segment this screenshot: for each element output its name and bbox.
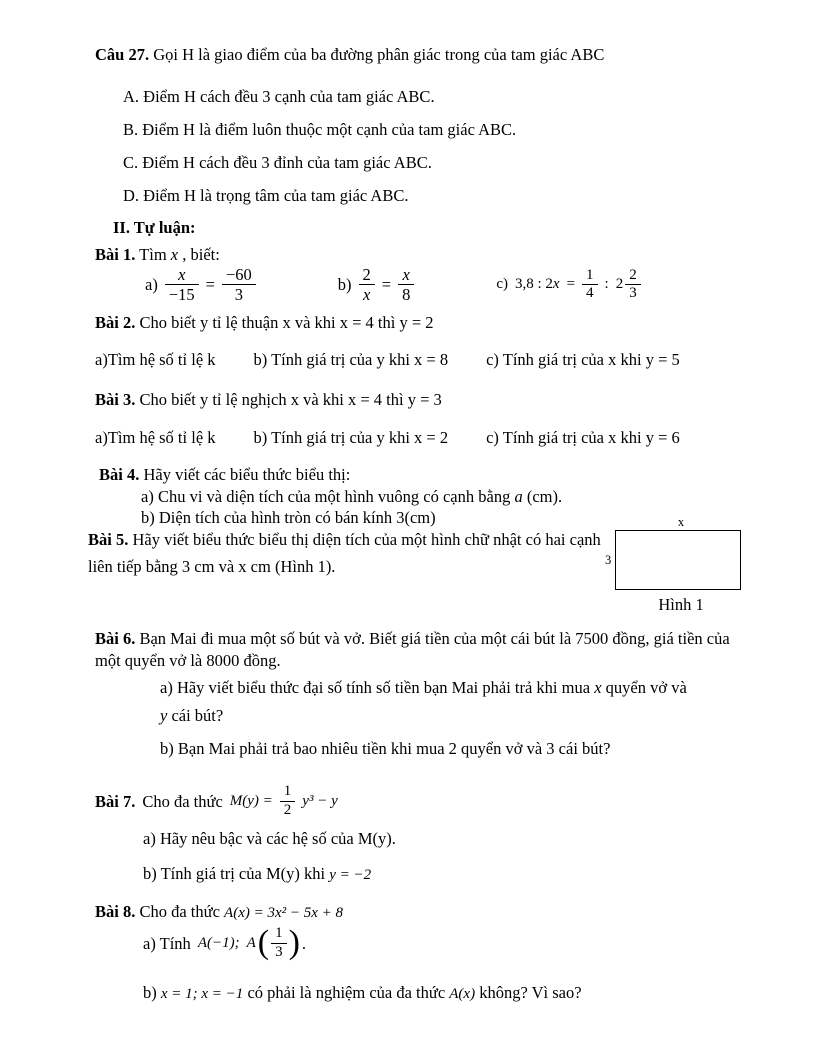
bai1-var-x: x xyxy=(170,245,179,264)
fraction-numerator: −60 xyxy=(222,266,256,285)
bai2-part-b: b) Tính giá trị của y khi x = 8 xyxy=(253,350,449,369)
bai4-part-b: b) Diện tích của hình tròn có bán kính 3(cm) xyxy=(141,508,436,527)
option-c: C. Điểm H cách đều 3 đỉnh của tam giác ABC. xyxy=(123,153,432,172)
bai2-text: Cho biết y tỉ lệ thuận x và khi x = 4 thì y = 2 xyxy=(139,313,434,332)
fraction xyxy=(271,926,287,961)
part-c-expression xyxy=(515,275,560,295)
figure-hinh-1 xyxy=(605,514,745,616)
bai1-part-b xyxy=(338,266,415,304)
figure-caption: Hình 1 xyxy=(658,595,704,615)
bai6-a-var-y: y xyxy=(160,706,168,726)
bai6-heading xyxy=(95,628,735,672)
part-b-label: b) xyxy=(337,275,352,295)
bai3-text: Cho biết y tỉ lệ nghịch x và khi x = 4 thì y = 3 xyxy=(139,390,442,409)
bai6-a-post: cái bút? xyxy=(171,706,224,726)
figure-width-label: x xyxy=(677,515,685,529)
fraction-denominator: 4 xyxy=(586,285,594,302)
bai8-b-poly: A(x) xyxy=(449,986,476,1002)
bai1-part-c xyxy=(496,268,640,303)
bai5-heading xyxy=(88,527,603,580)
question-27 xyxy=(95,44,604,65)
colon-sign: : xyxy=(604,276,609,293)
bai8-part-a xyxy=(143,923,307,961)
bai4-text: Hãy viết các biểu thức biểu thị: xyxy=(143,465,351,484)
bai2-parts-row xyxy=(95,349,680,370)
bai8-b-math: x = 1; x = −1 xyxy=(160,986,244,1002)
part-c-pre: 3,8 : 2 xyxy=(514,276,553,293)
bai1-label: Bài 1. xyxy=(95,245,136,264)
fraction-numerator: 1 xyxy=(582,268,598,286)
bai8-pre: Cho đa thức xyxy=(139,902,220,921)
bai5-text: Hãy viết biểu thức biểu thị diện tích của một hình chữ nhật có hai cạnh liên tiếp bằng 3 cm và x cm (Hình 1). xyxy=(88,530,601,576)
part-a-label: a) xyxy=(145,275,158,295)
bai1-text-pre: Tìm xyxy=(139,245,167,264)
fraction-numerator: 2 xyxy=(625,268,641,286)
fraction-numerator: 1 xyxy=(271,926,287,944)
bai4-a-post: (cm). xyxy=(526,487,563,506)
fraction xyxy=(359,266,375,304)
part-c-label: c) xyxy=(496,276,508,293)
fraction-denominator: 3 xyxy=(275,943,283,960)
bai2-label: Bài 2. xyxy=(95,313,136,332)
bai4-label: Bài 4. xyxy=(99,465,140,484)
bai8-b-post: không? Vì sao? xyxy=(479,983,582,1002)
fraction-denominator: 3 xyxy=(629,285,637,302)
bai3-parts-row xyxy=(95,427,680,448)
bai7-b-pre: b) Tính giá trị của M(y) khi xyxy=(143,864,326,883)
equals-sign: = xyxy=(205,275,215,295)
section-title: II. Tự luận: xyxy=(113,218,196,237)
bai7-formula-lhs: M(y) = xyxy=(229,792,273,809)
open-paren: ( xyxy=(257,923,270,961)
bai8-b-label: b) xyxy=(143,983,157,1002)
bai7-pre: Cho đa thức xyxy=(142,791,223,811)
bai8-b-mid: có phải là nghiệm của đa thức xyxy=(247,983,446,1002)
close-paren: ) xyxy=(288,923,300,961)
bai3-heading xyxy=(95,389,442,410)
fraction-denominator: 8 xyxy=(402,285,411,305)
bai8-formula: A(x) = 3x² − 5x + 8 xyxy=(224,905,344,921)
bai6-part-a xyxy=(160,674,687,730)
bai8-a-value-1: A(−1); xyxy=(197,934,240,951)
bai7-formula-rhs: y³ − y xyxy=(302,792,338,809)
bai5-label: Bài 5. xyxy=(88,530,129,549)
bai6-part-b: b) Bạn Mai phải trả bao nhiêu tiền khi mua 2 quyển vở và 3 cái bút? xyxy=(160,739,611,758)
bai8-heading xyxy=(95,901,343,924)
option-b: B. Điểm H là điểm luôn thuộc một cạnh của tam giác ABC. xyxy=(123,120,517,139)
bai8-part-b xyxy=(143,982,582,1005)
bai1-equations-row xyxy=(145,266,641,304)
bai3-part-b: b) Tính giá trị của y khi x = 2 xyxy=(253,428,449,447)
poly-name-A: A xyxy=(246,934,256,951)
bai6-label: Bài 6. xyxy=(95,629,136,648)
equals-sign: = xyxy=(566,276,576,293)
fraction xyxy=(280,784,296,819)
part-c-var-x: x xyxy=(552,276,560,293)
bai7-part-b xyxy=(143,863,371,886)
mixed-number xyxy=(616,268,641,303)
figure-body xyxy=(605,530,745,590)
fraction-denominator: −15 xyxy=(168,285,195,305)
bai3-label: Bài 3. xyxy=(95,390,136,409)
bai8-a-pre: a) Tính xyxy=(143,933,191,953)
bai7-part-a: a) Hãy nêu bậc và các hệ số của M(y). xyxy=(143,829,396,848)
period: . xyxy=(301,933,307,953)
bai3-part-c: c) Tính giá trị của x khi y = 6 xyxy=(486,428,680,447)
question-27-number: Câu 27. xyxy=(95,45,150,64)
bai8-label: Bài 8. xyxy=(95,902,136,921)
bai3-part-a: a)Tìm hệ số tỉ lệ k xyxy=(95,428,216,447)
bai7-b-math: y = −2 xyxy=(329,867,372,883)
bai8-a-value-2 xyxy=(246,923,307,961)
bai6-a-var-x: x xyxy=(594,678,602,697)
bai4-heading xyxy=(99,464,350,485)
rectangle-shape xyxy=(615,530,741,590)
fraction-denominator: x xyxy=(362,285,371,305)
fraction-numerator: x xyxy=(398,266,414,285)
bai7-heading xyxy=(95,784,338,819)
fraction xyxy=(398,266,414,304)
bai6-a-pre: a) Hãy viết biểu thức đại số tính số tiền bạn Mai phải trả khi mua xyxy=(160,678,591,697)
fraction-numerator: 2 xyxy=(359,266,375,285)
bai4-part-a xyxy=(141,486,562,507)
question-27-text: Gọi H là giao điểm của ba đường phân giác trong của tam giác ABC xyxy=(153,45,605,64)
fraction-numerator: 1 xyxy=(280,784,296,802)
bai4-a-var: a xyxy=(514,487,523,506)
fraction xyxy=(582,268,598,303)
bai1-part-a xyxy=(145,266,256,304)
option-a: A. Điểm H cách đều 3 cạnh của tam giác ABC. xyxy=(123,87,435,106)
figure-height-label: 3 xyxy=(605,553,612,568)
bai7-label: Bài 7. xyxy=(95,791,136,811)
fraction xyxy=(165,266,199,304)
bai1-heading xyxy=(95,244,220,265)
bai2-heading xyxy=(95,312,434,333)
bai2-part-c: c) Tính giá trị của x khi y = 5 xyxy=(486,350,680,369)
fraction xyxy=(222,266,256,304)
fraction-numerator: x xyxy=(165,266,199,285)
bai4-a-pre: a) Chu vi và diện tích của một hình vuông có cạnh bằng xyxy=(141,487,511,506)
whole-part: 2 xyxy=(615,276,624,293)
fraction-denominator: 3 xyxy=(234,285,243,305)
bai6-text: Bạn Mai đi mua một số bút và vở. Biết giá tiền của một cái bút là 7500 đồng, giá tiền của một quyển vở là 8000 đồng. xyxy=(95,629,730,670)
bai6-a-mid: quyển vở và xyxy=(605,678,687,697)
option-d: D. Điểm H là trọng tâm của tam giác ABC. xyxy=(123,186,409,205)
fraction-denominator: 2 xyxy=(283,801,292,818)
fraction xyxy=(625,268,641,303)
equals-sign: = xyxy=(381,275,392,295)
bai1-text-post: , biết: xyxy=(178,245,220,264)
bai2-part-a: a)Tìm hệ số tỉ lệ k xyxy=(95,350,216,369)
